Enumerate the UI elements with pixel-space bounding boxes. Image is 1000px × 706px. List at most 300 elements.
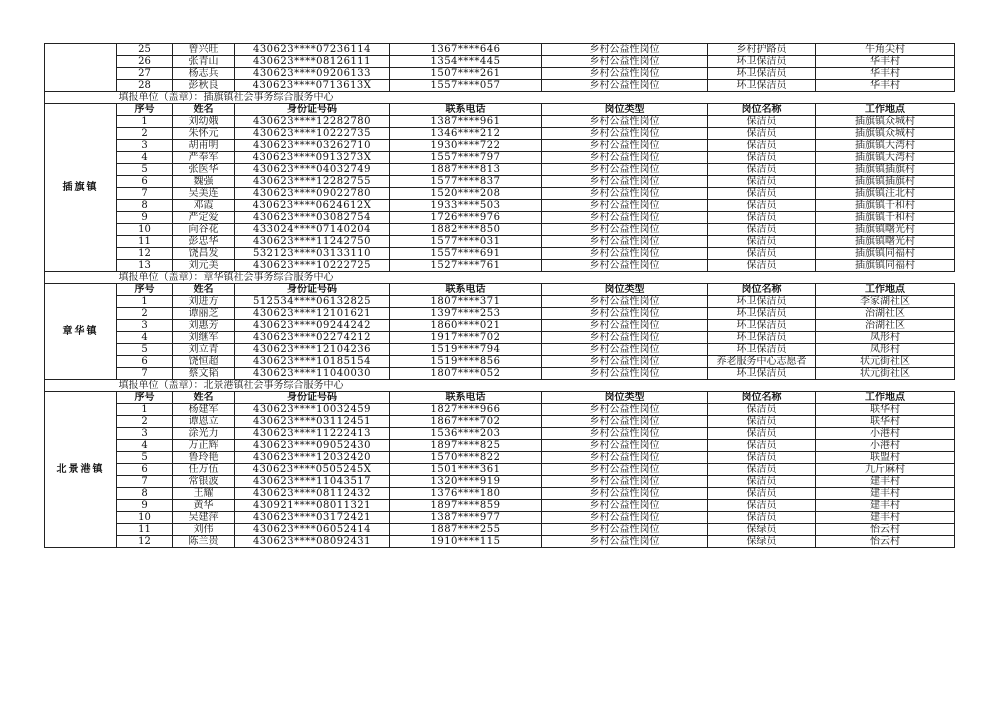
- col-name-header: 姓名: [173, 104, 235, 116]
- col-post-type: 乡村公益性岗位: [542, 536, 708, 548]
- col-post-type: 乡村公益性岗位: [542, 116, 708, 128]
- table-row: [45, 152, 955, 164]
- col-id-number: 430623****03112451: [235, 416, 390, 428]
- col-phone: 1910****115: [390, 536, 542, 548]
- table-row: [45, 440, 955, 452]
- reporting-unit-row: [45, 92, 955, 104]
- col-index: 3: [117, 320, 173, 332]
- col-post-name: 保洁员: [708, 164, 816, 176]
- col-id-number: 532123****03133110: [235, 248, 390, 260]
- col-id-number: 430623****08126111: [235, 56, 390, 68]
- col-post-name: 环卫保洁员: [708, 320, 816, 332]
- col-work-location: 华丰村: [816, 68, 955, 80]
- col-name-header: 姓名: [173, 392, 235, 404]
- col-id-number: 430623****11043517: [235, 476, 390, 488]
- town-name: 插旗镇: [45, 104, 117, 272]
- col-name: 王耀: [173, 488, 235, 500]
- col-work-location: 小港村: [816, 440, 955, 452]
- col-work-location: 建丰村: [816, 476, 955, 488]
- col-post-name: 环卫保洁员: [708, 68, 816, 80]
- col-id-number: 430623****12282755: [235, 176, 390, 188]
- table-header-row: [45, 392, 955, 404]
- col-index-header: 序号: [117, 392, 173, 404]
- col-work-location: 插旗镇同福村: [816, 260, 955, 272]
- col-name: 朱怀元: [173, 128, 235, 140]
- col-id-number-header: 身份证号码: [235, 104, 390, 116]
- col-post-type: 乡村公益性岗位: [542, 68, 708, 80]
- col-index: 6: [117, 356, 173, 368]
- col-phone: 1367****646: [390, 44, 542, 56]
- col-work-location: 怡云村: [816, 536, 955, 548]
- col-phone: 1501****361: [390, 464, 542, 476]
- col-index: 4: [117, 332, 173, 344]
- town-cell-blank: [45, 92, 117, 104]
- col-post-name: 环卫保洁员: [708, 80, 816, 92]
- col-post-type: 乡村公益性岗位: [542, 344, 708, 356]
- col-phone: 1527****761: [390, 260, 542, 272]
- col-post-name: 保洁员: [708, 236, 816, 248]
- col-name: 向谷花: [173, 224, 235, 236]
- col-id-number: 430623****04032749: [235, 164, 390, 176]
- col-id-number: 430623****06052414: [235, 524, 390, 536]
- col-work-location: 华丰村: [816, 80, 955, 92]
- col-id-number: 430623****03082754: [235, 212, 390, 224]
- table-row: [45, 416, 955, 428]
- col-post-name: 保洁员: [708, 152, 816, 164]
- table-row: [45, 524, 955, 536]
- col-id-number: 430623****0505245X: [235, 464, 390, 476]
- table-row: [45, 140, 955, 152]
- table-row: [45, 344, 955, 356]
- col-work-location: 状元街社区: [816, 368, 955, 380]
- table-row: [45, 188, 955, 200]
- col-work-location-header: 工作地点: [816, 284, 955, 296]
- col-work-location: 插旗镇大湾村: [816, 152, 955, 164]
- col-post-name: 环卫保洁员: [708, 368, 816, 380]
- col-name: 魏强: [173, 176, 235, 188]
- col-post-name: 保洁员: [708, 200, 816, 212]
- col-name: 饶恒超: [173, 356, 235, 368]
- col-id-number: 430623****10185154: [235, 356, 390, 368]
- col-post-type: 乡村公益性岗位: [542, 476, 708, 488]
- table-row: [45, 56, 955, 68]
- col-name: 刘进方: [173, 296, 235, 308]
- table-row: [45, 512, 955, 524]
- col-index: 12: [117, 536, 173, 548]
- reporting-unit-label: 填报单位（盖章）：北景港镇社会事务综合服务中心: [117, 380, 955, 392]
- col-phone: 1807****371: [390, 296, 542, 308]
- col-phone: 1882****850: [390, 224, 542, 236]
- col-id-number: 430623****0713613X: [235, 80, 390, 92]
- col-phone: 1520****208: [390, 188, 542, 200]
- col-work-location: 插旗镇插旗村: [816, 176, 955, 188]
- col-post-type: 乡村公益性岗位: [542, 212, 708, 224]
- col-phone: 1887****255: [390, 524, 542, 536]
- table-row: [45, 164, 955, 176]
- col-index: 8: [117, 200, 173, 212]
- col-work-location: 联华村: [816, 416, 955, 428]
- col-work-location: 插旗镇大湾村: [816, 140, 955, 152]
- col-post-name: 保洁员: [708, 212, 816, 224]
- table-header-row: [45, 284, 955, 296]
- col-name: 彭忠华: [173, 236, 235, 248]
- col-index: 7: [117, 188, 173, 200]
- col-name: 张青山: [173, 56, 235, 68]
- col-id-number: 430623****10222735: [235, 128, 390, 140]
- table-row: [45, 368, 955, 380]
- col-post-type: 乡村公益性岗位: [542, 56, 708, 68]
- col-work-location: 建丰村: [816, 500, 955, 512]
- col-phone: 1557****797: [390, 152, 542, 164]
- col-index: 11: [117, 236, 173, 248]
- col-post-name: 保洁员: [708, 476, 816, 488]
- col-work-location-header: 工作地点: [816, 104, 955, 116]
- table-row: [45, 332, 955, 344]
- col-post-type: 乡村公益性岗位: [542, 128, 708, 140]
- col-id-number: 430623****12104236: [235, 344, 390, 356]
- col-phone: 1536****203: [390, 428, 542, 440]
- col-post-name: 保洁员: [708, 428, 816, 440]
- col-post-type: 乡村公益性岗位: [542, 512, 708, 524]
- table-row: [45, 308, 955, 320]
- col-name: 吴美连: [173, 188, 235, 200]
- col-phone: 1867****702: [390, 416, 542, 428]
- col-name: 鲁玲艳: [173, 452, 235, 464]
- col-post-type: 乡村公益性岗位: [542, 188, 708, 200]
- col-name: 严奉军: [173, 152, 235, 164]
- col-post-name: 保洁员: [708, 176, 816, 188]
- col-index-header: 序号: [117, 104, 173, 116]
- col-work-location: 插旗镇千和村: [816, 200, 955, 212]
- col-post-type: 乡村公益性岗位: [542, 80, 708, 92]
- col-work-location: 插旗镇同福村: [816, 248, 955, 260]
- col-id-number: 433024****07140204: [235, 224, 390, 236]
- col-id-number: 430623****03172421: [235, 512, 390, 524]
- col-post-type: 乡村公益性岗位: [542, 368, 708, 380]
- col-index: 12: [117, 248, 173, 260]
- col-work-location: 李家湖社区: [816, 296, 955, 308]
- col-post-type: 乡村公益性岗位: [542, 260, 708, 272]
- table-row: [45, 296, 955, 308]
- col-index: 4: [117, 440, 173, 452]
- col-phone: 1346****212: [390, 128, 542, 140]
- col-index: 1: [117, 116, 173, 128]
- col-post-type-header: 岗位类型: [542, 104, 708, 116]
- col-post-type: 乡村公益性岗位: [542, 308, 708, 320]
- col-post-type: 乡村公益性岗位: [542, 44, 708, 56]
- col-post-name: 保洁员: [708, 488, 816, 500]
- col-phone: 1933****503: [390, 200, 542, 212]
- col-index: 2: [117, 416, 173, 428]
- col-phone-header: 联系电话: [390, 392, 542, 404]
- col-phone: 1376****180: [390, 488, 542, 500]
- col-phone: 1387****961: [390, 116, 542, 128]
- col-id-number: 512534****06132825: [235, 296, 390, 308]
- roster-body: [45, 44, 955, 548]
- col-phone: 1930****722: [390, 140, 542, 152]
- col-index: 3: [117, 140, 173, 152]
- col-phone: 1897****859: [390, 500, 542, 512]
- col-post-name-header: 岗位名称: [708, 284, 816, 296]
- col-name: 彭秋良: [173, 80, 235, 92]
- col-name: 黄华: [173, 500, 235, 512]
- col-index: 2: [117, 308, 173, 320]
- col-phone: 1917****702: [390, 332, 542, 344]
- col-work-location: 建丰村: [816, 488, 955, 500]
- col-work-location: 插旗镇插旗村: [816, 164, 955, 176]
- col-id-number: 430623****09022780: [235, 188, 390, 200]
- col-index: 26: [117, 56, 173, 68]
- table-row: [45, 68, 955, 80]
- col-name: 刘立青: [173, 344, 235, 356]
- col-name: 万正辉: [173, 440, 235, 452]
- col-phone: 1570****822: [390, 452, 542, 464]
- table-row: [45, 224, 955, 236]
- col-post-name: 保绿员: [708, 536, 816, 548]
- table-row: [45, 176, 955, 188]
- town-name: [45, 44, 117, 92]
- col-name: 刘元美: [173, 260, 235, 272]
- col-post-name: 环卫保洁员: [708, 308, 816, 320]
- col-post-name: 环卫保洁员: [708, 56, 816, 68]
- table-row: [45, 80, 955, 92]
- col-index: 27: [117, 68, 173, 80]
- col-work-location: 小港村: [816, 428, 955, 440]
- col-post-name-header: 岗位名称: [708, 392, 816, 404]
- table-row: [45, 536, 955, 548]
- col-post-name: 环卫保洁员: [708, 332, 816, 344]
- col-name: 杨志兵: [173, 68, 235, 80]
- reporting-unit-label: 填报单位（盖章）：章华镇社会事务综合服务中心: [117, 272, 955, 284]
- col-post-name: 保洁员: [708, 464, 816, 476]
- col-index: 5: [117, 452, 173, 464]
- col-name: 刘继军: [173, 332, 235, 344]
- col-id-number: 430623****0913273X: [235, 152, 390, 164]
- col-name: 杨建军: [173, 404, 235, 416]
- col-post-type: 乡村公益性岗位: [542, 452, 708, 464]
- col-work-location: 九斤麻村: [816, 464, 955, 476]
- col-phone: 1557****691: [390, 248, 542, 260]
- col-id-number: 430921****08011321: [235, 500, 390, 512]
- col-post-type: 乡村公益性岗位: [542, 200, 708, 212]
- col-name: 涂光力: [173, 428, 235, 440]
- col-work-location: 状元街社区: [816, 356, 955, 368]
- col-post-name: 环卫保洁员: [708, 296, 816, 308]
- table-row: [45, 320, 955, 332]
- col-phone: 1577****837: [390, 176, 542, 188]
- col-id-number: 430623****12282780: [235, 116, 390, 128]
- col-work-location: 联华村: [816, 404, 955, 416]
- town-name: 章华镇: [45, 284, 117, 380]
- col-post-name-header: 岗位名称: [708, 104, 816, 116]
- col-work-location: 插旗镇注北村: [816, 188, 955, 200]
- col-work-location: 插旗镇众城村: [816, 116, 955, 128]
- col-post-type: 乡村公益性岗位: [542, 356, 708, 368]
- col-name: 严定爱: [173, 212, 235, 224]
- col-post-type: 乡村公益性岗位: [542, 248, 708, 260]
- col-id-number: 430623****12032420: [235, 452, 390, 464]
- col-phone: 1387****977: [390, 512, 542, 524]
- col-work-location: 凤形村: [816, 332, 955, 344]
- col-index: 25: [117, 44, 173, 56]
- col-work-location: 治湖社区: [816, 308, 955, 320]
- table-row: [45, 356, 955, 368]
- col-index: 13: [117, 260, 173, 272]
- col-id-number: 430623****08092431: [235, 536, 390, 548]
- col-phone: 1726****976: [390, 212, 542, 224]
- col-post-name: 保洁员: [708, 224, 816, 236]
- col-post-type: 乡村公益性岗位: [542, 296, 708, 308]
- col-id-number: 430623****09206133: [235, 68, 390, 80]
- col-id-number: 430623****07236114: [235, 44, 390, 56]
- table-row: [45, 452, 955, 464]
- col-post-type-header: 岗位类型: [542, 284, 708, 296]
- table-row: [45, 260, 955, 272]
- col-index: 5: [117, 344, 173, 356]
- col-work-location: 插旗镇曙光村: [816, 224, 955, 236]
- col-index: 2: [117, 128, 173, 140]
- table-header-row: [45, 104, 955, 116]
- col-post-name: 保洁员: [708, 260, 816, 272]
- table-row: [45, 476, 955, 488]
- col-name: 刘幼娥: [173, 116, 235, 128]
- col-index: 9: [117, 500, 173, 512]
- col-post-type: 乡村公益性岗位: [542, 500, 708, 512]
- col-work-location: 华丰村: [816, 56, 955, 68]
- col-index: 10: [117, 512, 173, 524]
- col-id-number: 430623****11040030: [235, 368, 390, 380]
- col-post-type: 乡村公益性岗位: [542, 440, 708, 452]
- col-phone: 1519****794: [390, 344, 542, 356]
- col-id-number: 430623****0624612X: [235, 200, 390, 212]
- col-post-name: 保洁员: [708, 404, 816, 416]
- col-phone-header: 联系电话: [390, 284, 542, 296]
- table-row: [45, 248, 955, 260]
- col-id-number-header: 身份证号码: [235, 392, 390, 404]
- table-row: [45, 428, 955, 440]
- col-phone: 1557****057: [390, 80, 542, 92]
- col-id-number: 430623****09052430: [235, 440, 390, 452]
- col-index: 1: [117, 296, 173, 308]
- col-name: 任万伍: [173, 464, 235, 476]
- col-work-location: 插旗镇众城村: [816, 128, 955, 140]
- col-post-type: 乡村公益性岗位: [542, 320, 708, 332]
- col-phone: 1827****966: [390, 404, 542, 416]
- col-name: 吴建萍: [173, 512, 235, 524]
- reporting-unit-row: [45, 380, 955, 392]
- col-work-location: 插旗镇曙光村: [816, 236, 955, 248]
- col-name: 谭丽芝: [173, 308, 235, 320]
- col-work-location-header: 工作地点: [816, 392, 955, 404]
- col-post-name: 养老服务中心志愿者: [708, 356, 816, 368]
- col-post-type: 乡村公益性岗位: [542, 488, 708, 500]
- col-post-name: 保洁员: [708, 512, 816, 524]
- col-post-name: 乡村护路员: [708, 44, 816, 56]
- col-id-number: 430623****11222413: [235, 428, 390, 440]
- col-id-number: 430623****02274212: [235, 332, 390, 344]
- col-index: 6: [117, 464, 173, 476]
- table-row: [45, 500, 955, 512]
- col-post-type: 乡村公益性岗位: [542, 524, 708, 536]
- col-work-location: 牛角尖村: [816, 44, 955, 56]
- col-post-name: 保洁员: [708, 248, 816, 260]
- col-name: 曾兴旺: [173, 44, 235, 56]
- town-name: 北景港镇: [45, 392, 117, 548]
- table-row: [45, 44, 955, 56]
- col-work-location: 凤形村: [816, 344, 955, 356]
- col-index: 3: [117, 428, 173, 440]
- col-post-name: 环卫保洁员: [708, 344, 816, 356]
- col-phone: 1807****052: [390, 368, 542, 380]
- table-row: [45, 116, 955, 128]
- col-name: 饶昌发: [173, 248, 235, 260]
- col-post-type: 乡村公益性岗位: [542, 236, 708, 248]
- col-post-type: 乡村公益性岗位: [542, 332, 708, 344]
- col-post-type: 乡村公益性岗位: [542, 152, 708, 164]
- table-row: [45, 404, 955, 416]
- roster-table: [44, 43, 955, 548]
- col-index: 28: [117, 80, 173, 92]
- reporting-unit-row: [45, 272, 955, 284]
- table-row: [45, 128, 955, 140]
- col-index: 7: [117, 368, 173, 380]
- col-name-header: 姓名: [173, 284, 235, 296]
- col-phone: 1397****253: [390, 308, 542, 320]
- col-id-number: 430623****10032459: [235, 404, 390, 416]
- town-cell-blank: [45, 272, 117, 284]
- col-post-type: 乡村公益性岗位: [542, 404, 708, 416]
- col-post-name: 保洁员: [708, 452, 816, 464]
- col-post-name: 保绿员: [708, 524, 816, 536]
- table-row: [45, 464, 955, 476]
- col-name: 邓霞: [173, 200, 235, 212]
- col-name: 张医华: [173, 164, 235, 176]
- col-phone: 1887****813: [390, 164, 542, 176]
- col-index: 1: [117, 404, 173, 416]
- col-name: 陈兰贵: [173, 536, 235, 548]
- col-post-type-header: 岗位类型: [542, 392, 708, 404]
- col-phone-header: 联系电话: [390, 104, 542, 116]
- col-work-location: 插旗镇千和村: [816, 212, 955, 224]
- col-post-name: 保洁员: [708, 416, 816, 428]
- table-row: [45, 212, 955, 224]
- col-id-number: 430623****03262710: [235, 140, 390, 152]
- col-work-location: 治湖社区: [816, 320, 955, 332]
- col-phone: 1519****856: [390, 356, 542, 368]
- col-post-type: 乡村公益性岗位: [542, 176, 708, 188]
- col-phone: 1577****031: [390, 236, 542, 248]
- col-id-number: 430623****09244242: [235, 320, 390, 332]
- col-index-header: 序号: [117, 284, 173, 296]
- roster-sheet: [44, 43, 954, 548]
- col-post-type: 乡村公益性岗位: [542, 464, 708, 476]
- col-work-location: 联盟村: [816, 452, 955, 464]
- col-post-name: 保洁员: [708, 140, 816, 152]
- col-post-type: 乡村公益性岗位: [542, 164, 708, 176]
- col-name: 刘惠芳: [173, 320, 235, 332]
- col-index: 5: [117, 164, 173, 176]
- table-row: [45, 488, 955, 500]
- col-post-type: 乡村公益性岗位: [542, 428, 708, 440]
- reporting-unit-label: 填报单位（盖章）：插旗镇社会事务综合服务中心: [117, 92, 955, 104]
- col-post-name: 保洁员: [708, 188, 816, 200]
- col-post-type: 乡村公益性岗位: [542, 224, 708, 236]
- table-row: [45, 200, 955, 212]
- town-cell-blank: [45, 380, 117, 392]
- col-index: 7: [117, 476, 173, 488]
- col-id-number: 430623****08112432: [235, 488, 390, 500]
- col-post-name: 保洁员: [708, 128, 816, 140]
